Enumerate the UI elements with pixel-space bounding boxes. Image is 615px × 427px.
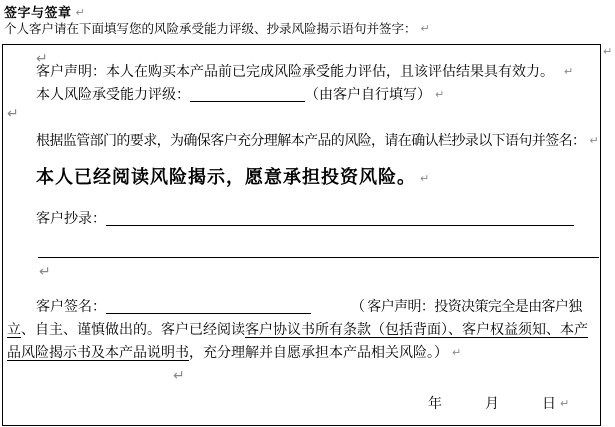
paragraph-mark-icon: ↵ [75, 6, 86, 19]
paragraph-mark-icon: ↵ [435, 88, 445, 101]
signature-declaration-line [7, 342, 461, 362]
paragraph-mark-icon: ↵ [603, 45, 613, 58]
paragraph-mark-icon: ↵ [564, 65, 574, 78]
signature-blank-field[interactable] [106, 299, 311, 314]
paragraph-mark-icon: ↵ [452, 346, 462, 359]
declaration-segment: （ 客户声明：投资决策完全是由客户独 [351, 300, 582, 315]
signature-box [2, 44, 601, 426]
rating-label: 本人风险承受能力评级： [36, 88, 190, 103]
paragraph-mark-icon: ↵ [560, 397, 570, 410]
risk-statement [36, 163, 430, 189]
paragraph-mark-icon: ↵ [39, 264, 51, 280]
date-line [428, 393, 569, 413]
paragraph-mark-icon: ↵ [420, 22, 430, 35]
fill-in-instruction [4, 19, 430, 37]
copy-row [36, 208, 574, 228]
risk-statement-text: 本人已经阅读风险揭示，愿意承担投资风险。 [36, 167, 416, 187]
date-month-label: 月 [485, 397, 499, 412]
copy-blank-line-2[interactable] [38, 257, 599, 258]
rating-row [36, 84, 444, 104]
signature-declaration-line [7, 319, 588, 339]
declaration-segment: ，充分理解并自愿承担本产品相关风险。） [189, 346, 448, 361]
signature-label: 客户签名： [36, 300, 106, 315]
declaration-segment: 客户协议书所有条款（包括背面）、客户权益须知、本产 [245, 323, 588, 338]
paragraph-mark-icon: ↵ [173, 368, 185, 384]
copy-instruction-text: 根据监管部门的要求，为确保客户充分理解本产品的风险，请在确认栏抄录以下语句并签名： [36, 134, 586, 149]
declaration-segment: 立 [7, 323, 21, 338]
rating-note: （由客户自行填写） [305, 88, 431, 103]
copy-label: 客户抄录： [36, 212, 106, 227]
declaration-segment: 品风险揭示书及本产品说明书 [7, 346, 189, 361]
copy-instruction [36, 130, 598, 150]
rating-blank-field[interactable] [190, 87, 305, 102]
paragraph-mark-icon: ↵ [36, 51, 48, 67]
date-year-label: 年 [428, 397, 442, 412]
signature-row [36, 296, 582, 316]
client-statement-text: 客户声明：本人在购买本产品前已完成风险承受能力评估，且该评估结果具有效力。 [36, 65, 554, 80]
date-day-label: 日 [542, 397, 556, 412]
declaration-segment: 、自主、谨慎做出的。客户已经阅读 [21, 323, 245, 338]
client-statement [36, 61, 573, 81]
paragraph-mark-icon: ↵ [589, 134, 599, 147]
paragraph-mark-icon: ↵ [7, 106, 19, 122]
page-title-text: 签字与签章 [4, 5, 72, 20]
fill-in-instruction-text: 个人客户请在下面填写您的风险承受能力评级、抄录风险揭示语句并签字： [4, 22, 417, 36]
copy-blank-line-1[interactable] [106, 211, 574, 226]
paragraph-mark-icon: ↵ [420, 172, 431, 185]
